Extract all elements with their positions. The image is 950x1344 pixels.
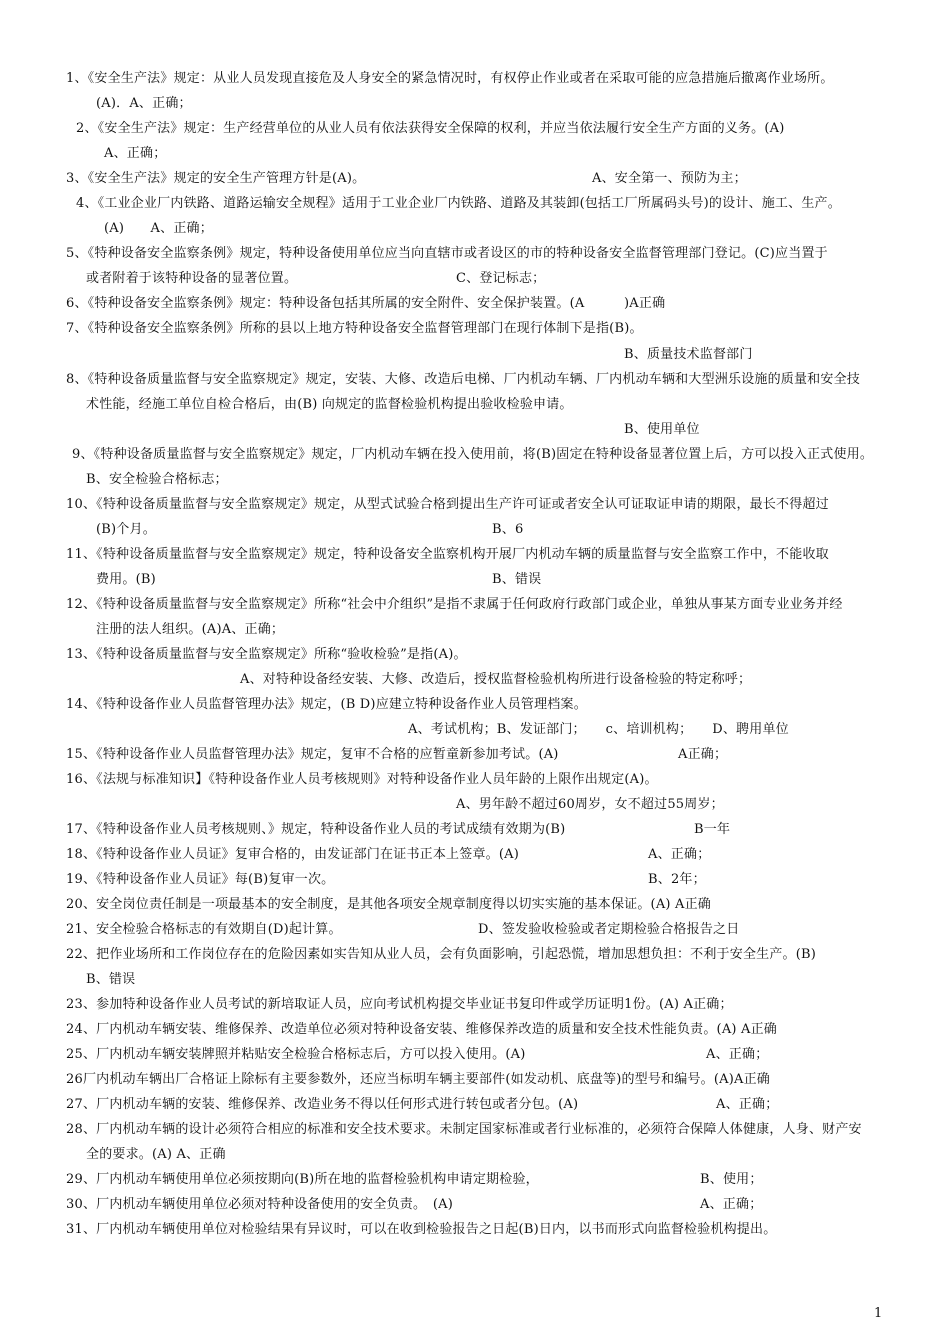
text-line: B一年: [694, 822, 731, 837]
text-line: 5、《特种设备安全监察条例》规定，特种设备使用单位应当向直辖市或者设区的市的特种设备安全监督管理部门登记。(C)应当置于: [66, 246, 828, 261]
text-line: A、正确；: [104, 146, 167, 161]
text-line: B、质量技术监督部门: [624, 347, 753, 362]
text-line: 15、《特种设备作业人员监督管理办法》规定，复审不合格的应暂童新参加考试。(A): [66, 747, 559, 762]
text-line: 6、《特种设备安全监察条例》规定：特种设备包括其所属的安全附件、安全保护装置。(A )A正确: [66, 296, 666, 311]
text-line: B、错误: [86, 972, 136, 987]
text-line: A、安全第一、预防为主；: [592, 171, 747, 186]
text-line: 23、参加特种设备作业人员考试的新培取证人员，应向考试机构提交毕业证书复印件或学历证明1份。(A) A正确；: [66, 997, 733, 1012]
text-line: 24、厂内机动车辆安装、维修保养、改造单位必须对特种设备安装、维修保养改造的质量和安全技术性能负责。(A) A正确: [66, 1022, 777, 1037]
text-line: 全的要求。(A) A、正确: [86, 1147, 226, 1162]
text-line: 11、《特种设备质量监督与安全监察规定》规定，特种设备安全监察机构开展厂内机动车辆的质量监督与安全监察工作中，不能收取: [66, 547, 829, 562]
text-line: (A)．A、正确；: [96, 96, 192, 111]
text-line: 12、《特种设备质量监督与安全监察规定》所称“社会中介组织”是指不隶属于任何政府行政部门或企业，单独从事某方面专业业务并经: [66, 597, 843, 612]
page-number: 1: [874, 1306, 883, 1321]
text-line: 28、厂内机动车辆的设计必须符合相应的标准和安全技术要求。未制定国家标准或者行业标准的，必须符合保障人体健康，人身、财产安: [66, 1122, 862, 1137]
text-line: 27、厂内机动车辆的安装、维修保养、改造业务不得以任何形式进行转包或者分包。(A): [66, 1097, 579, 1112]
text-line: 21、安全检验合格标志的有效期自(D)起计算。: [66, 922, 342, 937]
text-line: 16、《法规与标准知识】《特种设备作业人员考核规则》对特种设备作业人员年龄的上限作出规定(A)。: [66, 772, 658, 787]
text-line: 26厂内机动车辆出厂合格证上除标有主要参数外，还应当标明车辆主要部件(如发动机、底盘等)的型号和编号。(A)A正确: [66, 1072, 771, 1087]
text-line: A、考试机构；B、发证部门； c、培训机构； D、聘用单位: [408, 722, 789, 737]
text-line: 费用。(B): [96, 572, 156, 587]
text-line: 14、《特种设备作业人员监督管理办法》规定，(B D)应建立特种设备作业人员管理档案。: [66, 697, 587, 712]
text-line: 22、把作业场所和工作岗位存在的危险因素如实告知从业人员，会有负面影响，引起恐慌，增加思想负担：不利于安全生产。(B): [66, 947, 817, 962]
text-line: A、正确；: [716, 1097, 779, 1112]
text-line: B、6: [492, 522, 524, 537]
text-line: 30、厂内机动车辆使用单位必须对特种设备使用的安全负责。 (A): [66, 1197, 453, 1212]
text-line: 17、《特种设备作业人员考核规则、》规定，特种设备作业人员的考试成绩有效期为(B): [66, 822, 566, 837]
text-line: 18、《特种设备作业人员证》复审合格的，由发证部门在证书正本上签章。(A): [66, 847, 519, 862]
text-line: 术性能，经施工单位自检合格后，由(B) 向规定的监督检验机构提出验收检验申请。: [86, 397, 573, 412]
text-line: C、登记标志；: [456, 271, 546, 286]
text-line: A、正确；: [706, 1047, 769, 1062]
text-line: A、正确；: [700, 1197, 763, 1212]
text-line: 31、厂内机动车辆使用单位对检验结果有异议时，可以在收到检验报告之日起(B)日内，以书而形式向监督检验机构提出。: [66, 1222, 777, 1237]
text-line: 或者附着于该特种设备的显著位置。: [86, 271, 298, 286]
text-line: 注册的法人组织。(A)A、正确；: [96, 622, 285, 637]
text-line: A正确；: [678, 747, 728, 762]
text-line: 8、《特种设备质量监督与安全监察规定》规定，安装、大修、改造后电梯、厂内机动车辆、厂内机动车辆和大型洲乐设施的质量和安全技: [66, 372, 860, 387]
text-line: (B)个月。: [96, 522, 156, 537]
text-line: 3、《安全生产法》规定的安全生产管理方针是(A)。: [66, 171, 366, 186]
text-line: D、签发验收检验或者定期检验合格报告之日: [478, 922, 740, 937]
text-line: 25、厂内机动车辆安装牌照并粘贴安全检验合格标志后，方可以投入使用。(A): [66, 1047, 526, 1062]
text-line: A、对特种设备经安装、大修、改造后，授权监督检验机构所进行设备检验的特定称呼；: [240, 672, 752, 687]
text-line: B、错误: [492, 572, 542, 587]
text-line: 29、厂内机动车辆使用单位必须按期向(B)所在地的监督检验机构申请定期检验，: [66, 1172, 539, 1187]
text-line: A、正确；: [648, 847, 711, 862]
text-line: 13、《特种设备质量监督与安全监察规定》所称“验收检验”是指(A)。: [66, 647, 467, 662]
text-line: 7、《特种设备安全监察条例》所称的县以上地方特种设备安全监督管理部门在现行体制下是指(B)。: [66, 321, 643, 336]
text-line: (A) A、正确；: [104, 221, 213, 236]
text-line: 2、《安全生产法》规定：生产经营单位的从业人员有依法获得安全保障的权利，并应当依法履行安全生产方面的义务。(A): [76, 121, 785, 136]
text-line: 10、《特种设备质量监督与安全监察规定》规定，从型式试验合格到提出生产许可证或者安全认可证取证申请的期限，最长不得超过: [66, 497, 829, 512]
text-line: B、使用单位: [624, 422, 700, 437]
text-line: B、安全检验合格标志；: [86, 472, 228, 487]
text-line: B、2年；: [648, 872, 706, 887]
text-line: 9、《特种设备质量监督与安全监察规定》规定，厂内机动车辆在投入使用前，将(B)固定在特种设备显著位置上后，方可以投入正式使用。: [72, 447, 874, 462]
text-line: 1、《安全生产法》规定：从业人员发现直接危及人身安全的紧急情况时，有权停止作业或者在采取可能的应急措施后撤离作业场所。: [66, 71, 834, 86]
text-line: 20、安全岗位责任制是一项最基本的安全制度，是其他各项安全规章制度得以切实实施的基本保证。(A) A正确: [66, 897, 711, 912]
text-line: 19、《特种设备作业人员证》每(B)复审一次。: [66, 872, 335, 887]
text-line: 4、《工业企业厂内铁路、道路运输安全规程》适用于工业企业厂内铁路、道路及其装卸(包括工厂所属码头号)的设计、施工、生产。: [76, 196, 841, 211]
text-line: B、使用；: [700, 1172, 763, 1187]
text-line: A、男年龄不超过60周岁，女不超过55周岁；: [456, 797, 724, 812]
